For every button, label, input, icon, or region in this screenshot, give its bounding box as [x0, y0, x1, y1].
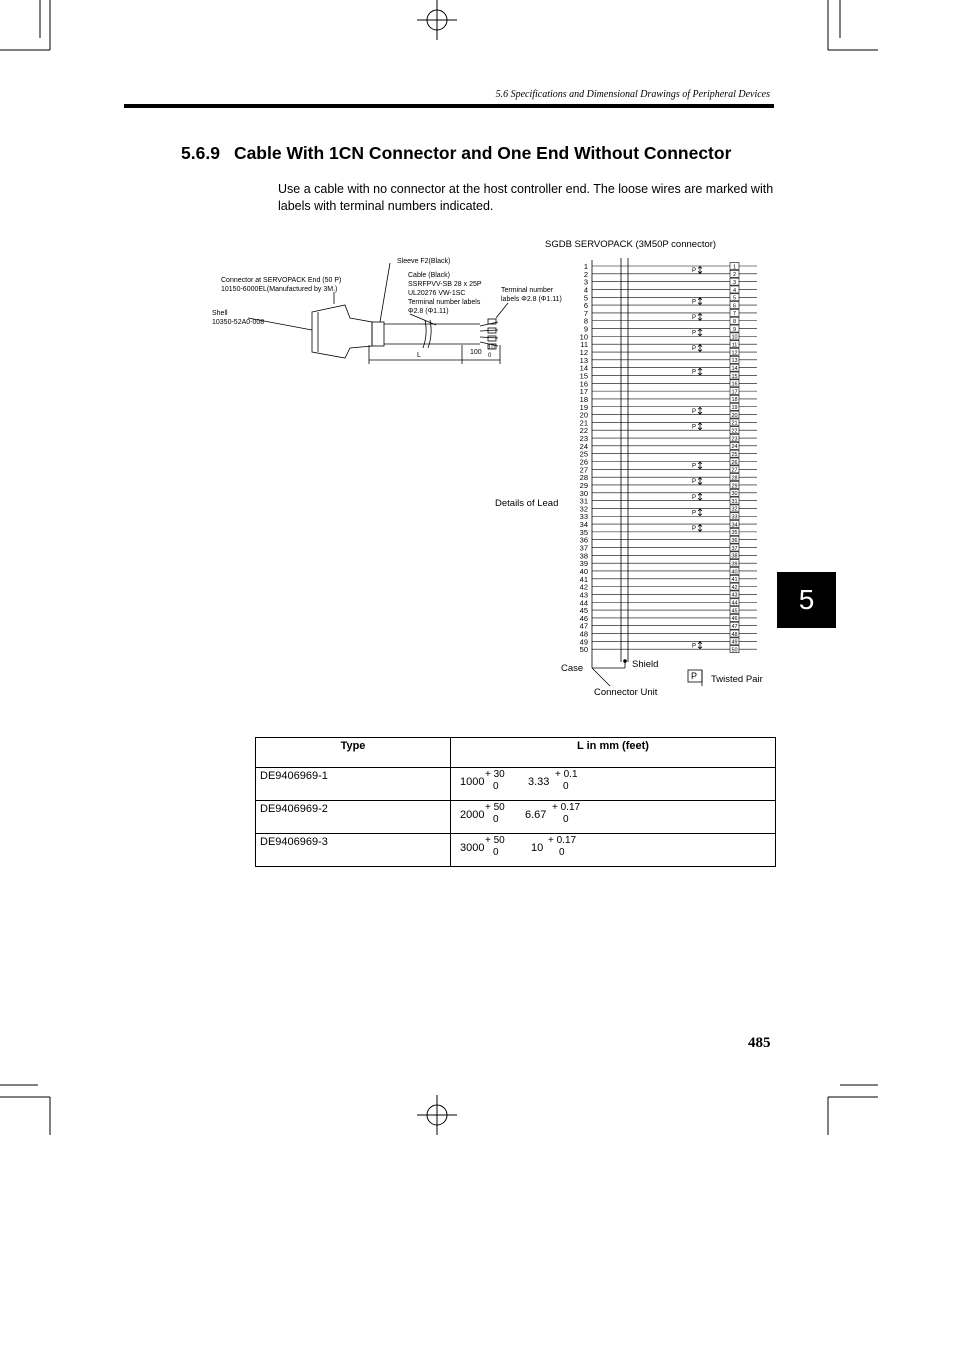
twisted-pair-arrow: [698, 462, 702, 469]
length-feet: 10: [531, 842, 544, 854]
twisted-pair-marker: P: [692, 494, 697, 501]
twisted-pair-arrow: [698, 368, 702, 375]
terminal-label-number: 1: [732, 264, 737, 271]
page-number: 485: [748, 1035, 771, 1051]
twisted-pair-arrow: [698, 478, 702, 485]
table-cell-length: [451, 768, 776, 801]
table-cell-length: [451, 834, 776, 867]
pin-number: 46: [579, 613, 588, 623]
twisted-pair-marker: P: [692, 346, 697, 353]
pin-number: 30: [579, 488, 588, 498]
pin-number: 13: [579, 355, 588, 365]
shell-part: 10350-52A0-008: [212, 319, 265, 326]
terminal-label-number: 31: [731, 498, 738, 505]
table-cell-type: DE9406969-3: [256, 834, 451, 867]
pin-number: 29: [579, 480, 588, 490]
terminal-label-number: 41: [731, 577, 738, 584]
terminal-label-number: 4: [732, 287, 737, 294]
lead-connector-title: SGDB SERVOPACK (3M50P connector): [545, 239, 717, 250]
terminal-label-number: 37: [731, 545, 738, 552]
pin-number: 11: [580, 340, 588, 350]
length-mm: 3000: [460, 842, 485, 854]
terminal-label-number: 11: [731, 342, 738, 349]
terminal-label-number: 9: [732, 326, 737, 333]
twisted-pair-marker: P: [692, 479, 697, 486]
twisted-pair-marker: P: [692, 330, 697, 337]
pin-number: 8: [583, 316, 588, 326]
twisted-pair-arrow: [698, 525, 702, 532]
table-row: [256, 768, 776, 801]
shield-label: Shield: [632, 659, 659, 670]
pin-number: 48: [579, 629, 588, 639]
length-feet: 3.33: [528, 776, 550, 788]
length-feet-minus: 0: [563, 781, 569, 792]
length-mm-minus: 0: [493, 847, 499, 858]
twisted-pair-marker: P: [692, 314, 697, 321]
pin-number: 2: [583, 269, 588, 279]
pin-number: 33: [579, 512, 588, 522]
pin-number: 40: [579, 566, 588, 576]
terminal-label-number: 19: [731, 405, 738, 412]
pin-number: 19: [579, 402, 588, 412]
pin-number: 7: [583, 308, 588, 318]
terminal-label-number: 12: [731, 350, 738, 357]
terminal-label-number: 43: [731, 592, 738, 599]
pin-number: 26: [579, 457, 588, 467]
terminal-label-number: 34: [731, 522, 738, 529]
terminal-label-2: labels Φ2.8 (Φ1.11): [501, 296, 562, 303]
pin-number: 24: [579, 441, 588, 451]
pin-number: 44: [579, 598, 588, 608]
terminal-label-number: 20: [731, 412, 738, 419]
pin-number: 18: [579, 394, 588, 404]
terminal-label-number: 27: [731, 467, 738, 474]
twisted-pair-marker: P: [692, 643, 697, 650]
pin-number: 45: [579, 606, 588, 616]
length-feet-plus: + 0.17: [548, 835, 577, 846]
terminal-label-number: 32: [731, 506, 738, 513]
twisted-pair-marker: P: [692, 268, 697, 274]
terminal-label-number: 50: [731, 647, 738, 654]
shell-label: Shell: [212, 310, 228, 317]
terminal-label-number: 16: [731, 381, 738, 388]
terminal-label-number: 42: [731, 584, 738, 591]
length-mm: 1000: [460, 776, 485, 788]
pin-number: 35: [579, 527, 588, 537]
dimension-100: 100: [470, 349, 482, 356]
length-feet-plus: + 0.17: [552, 802, 581, 813]
length-feet: 6.67: [525, 809, 547, 821]
terminal-label-number: 33: [731, 514, 738, 521]
pin-number: 31: [579, 496, 588, 506]
terminal-label-1: Terminal number: [501, 287, 554, 294]
terminal-label-number: 23: [731, 436, 738, 443]
cable-label-5: Φ2.8 (Φ1.11): [408, 308, 449, 315]
table-row: [256, 801, 776, 834]
pin-number: 34: [579, 520, 588, 530]
twisted-pair-marker: P: [692, 463, 697, 470]
terminal-label-number: 38: [731, 553, 738, 560]
twisted-pair-marker: P: [692, 369, 697, 376]
section-number: 5.6.9: [181, 143, 220, 163]
terminal-label-number: 47: [731, 624, 738, 631]
terminal-label-number: 10: [731, 334, 738, 341]
table-cell-type: DE9406969-1: [256, 768, 451, 801]
table-header-length: L in mm (feet): [451, 738, 776, 768]
pin-number: 14: [579, 363, 588, 373]
terminal-label-number: 35: [731, 530, 738, 537]
pin-number: 9: [583, 324, 588, 334]
length-mm-minus: 0: [493, 814, 499, 825]
pin-number: 20: [579, 410, 588, 420]
length-feet-minus: 0: [559, 847, 565, 858]
terminal-label-number: 14: [731, 365, 738, 372]
pin-number: 39: [579, 559, 588, 569]
pin-number: 43: [579, 590, 588, 600]
pin-number: 17: [579, 387, 588, 397]
dimension-L: L: [417, 352, 421, 359]
terminal-label-number: 48: [731, 631, 738, 638]
connector-label: Connector at SERVOPACK End (50 P): [221, 277, 342, 284]
dimension-100-minus: 0: [488, 353, 492, 359]
cable-label-2: SSRFPVV-SB 28 x 25P: [408, 281, 482, 288]
pin-number: 4: [583, 285, 588, 295]
connector-part: 10150-6000EL(Manufactured by 3M.): [221, 286, 338, 293]
terminal-label-number: 21: [731, 420, 738, 427]
length-mm-plus: + 50: [485, 802, 505, 813]
pin-number: 41: [579, 574, 588, 584]
pin-number: 21: [579, 418, 588, 428]
twisted-pair-label: Twisted Pair: [711, 674, 763, 685]
twisted-pair-marker: P: [692, 424, 697, 431]
twisted-pair-arrow: [698, 313, 702, 320]
terminal-label-number: 29: [731, 483, 738, 490]
terminal-label-number: 36: [731, 538, 738, 544]
case-label: Case: [561, 663, 584, 674]
twisted-pair-arrow: [698, 407, 702, 414]
terminal-label-number: 8: [732, 319, 737, 326]
pin-number: 36: [579, 535, 588, 545]
sleeve-label: Sleeve F2(Black): [397, 258, 451, 265]
cable-length-table: [255, 737, 776, 867]
terminal-label-number: 6: [732, 303, 737, 310]
length-mm-plus: + 50: [485, 835, 505, 846]
pin-number: 38: [579, 551, 588, 561]
pin-number: 42: [579, 582, 588, 592]
terminal-label-number: 3: [732, 279, 737, 286]
terminal-label-number: 28: [731, 475, 738, 482]
table-cell-length: [451, 801, 776, 834]
section-title-text: Cable With 1CN Connector and One End Without Connector: [233, 143, 732, 163]
pin-number: 1: [583, 262, 588, 271]
twisted-pair-marker: P: [692, 299, 697, 306]
cable-label-4: Terminal number labels: [408, 299, 481, 306]
pin-number: 37: [579, 543, 588, 553]
pin-number: 23: [579, 434, 588, 444]
terminal-label-number: 26: [731, 459, 738, 466]
terminal-label-number: 2: [732, 272, 737, 279]
terminal-label-number: 17: [731, 389, 738, 396]
pin-number: 28: [579, 473, 588, 483]
table-cell-type: DE9406969-2: [256, 801, 451, 834]
connector-unit-label: Connector Unit: [594, 687, 658, 698]
pin-number: 49: [579, 637, 588, 647]
terminal-label-number: 44: [731, 600, 738, 607]
length-mm-plus: + 30: [485, 769, 505, 780]
twisted-pair-arrow: [698, 298, 702, 305]
terminal-label-number: 45: [731, 608, 738, 615]
terminal-label-number: 22: [731, 428, 738, 435]
terminal-label-number: 15: [731, 373, 738, 380]
twisted-pair-marker: P: [692, 408, 697, 415]
terminal-label-number: 39: [731, 561, 738, 568]
cable-label-1: Cable (Black): [408, 272, 451, 279]
terminal-label-number: 5: [732, 295, 737, 302]
terminal-label-number: 13: [731, 358, 738, 365]
twisted-pair-arrow: [698, 509, 702, 516]
terminal-label-number: 18: [731, 397, 738, 404]
twisted-pair-marker: P: [692, 510, 697, 517]
pin-number: 25: [579, 449, 588, 459]
pin-number: 15: [579, 371, 588, 381]
table-header-row: [256, 738, 776, 768]
terminal-label-number: 24: [731, 444, 738, 451]
length-mm: 2000: [460, 809, 485, 821]
pin-number: 12: [579, 348, 588, 358]
terminal-label-number: 7: [732, 311, 737, 318]
pin-number: 27: [579, 465, 588, 475]
length-mm-minus: 0: [493, 781, 499, 792]
twisted-pair-arrow: [698, 493, 702, 500]
pin-number: 32: [579, 504, 588, 514]
twisted-pair-arrow: [698, 267, 702, 274]
details-of-lead-label: Details of Lead: [495, 498, 559, 509]
terminal-label-number: 30: [731, 491, 738, 498]
twisted-pair-arrow: [698, 329, 702, 336]
length-feet-minus: 0: [563, 814, 569, 825]
terminal-label-number: 40: [731, 569, 738, 576]
pin-number: 50: [579, 645, 588, 655]
pin-number: 10: [579, 332, 588, 342]
twisted-pair-arrow: [698, 345, 702, 352]
pin-number: 6: [583, 301, 588, 311]
running-head: 5.6 Specifications and Dimensional Drawings of Peripheral Devices: [495, 89, 770, 100]
pin-number: 47: [579, 621, 588, 631]
pin-number: 16: [579, 379, 588, 389]
pin-number: 5: [583, 293, 588, 303]
twisted-pair-legend-marker: P: [691, 671, 698, 681]
terminal-label-number: 49: [731, 639, 738, 646]
dimension-100-plus: 10: [488, 345, 495, 351]
table-row: [256, 834, 776, 867]
twisted-pair-arrow: [698, 642, 702, 649]
cable-label-3: UL20276 VW-1SC: [408, 290, 466, 297]
table-header-type: Type: [256, 738, 451, 768]
pin-number: 22: [579, 426, 588, 436]
twisted-pair-arrow: [698, 423, 702, 430]
terminal-label-number: 25: [731, 451, 738, 458]
twisted-pair-marker: P: [692, 526, 697, 533]
intro-paragraph: Use a cable with no connector at the host controller end. The loose wires are marked with labels with terminal numbers indicated.: [278, 182, 774, 213]
length-feet-plus: + 0.1: [555, 769, 578, 780]
terminal-label-number: 46: [731, 616, 738, 623]
chapter-tab: 5: [777, 572, 836, 628]
pin-number: 3: [583, 277, 588, 287]
